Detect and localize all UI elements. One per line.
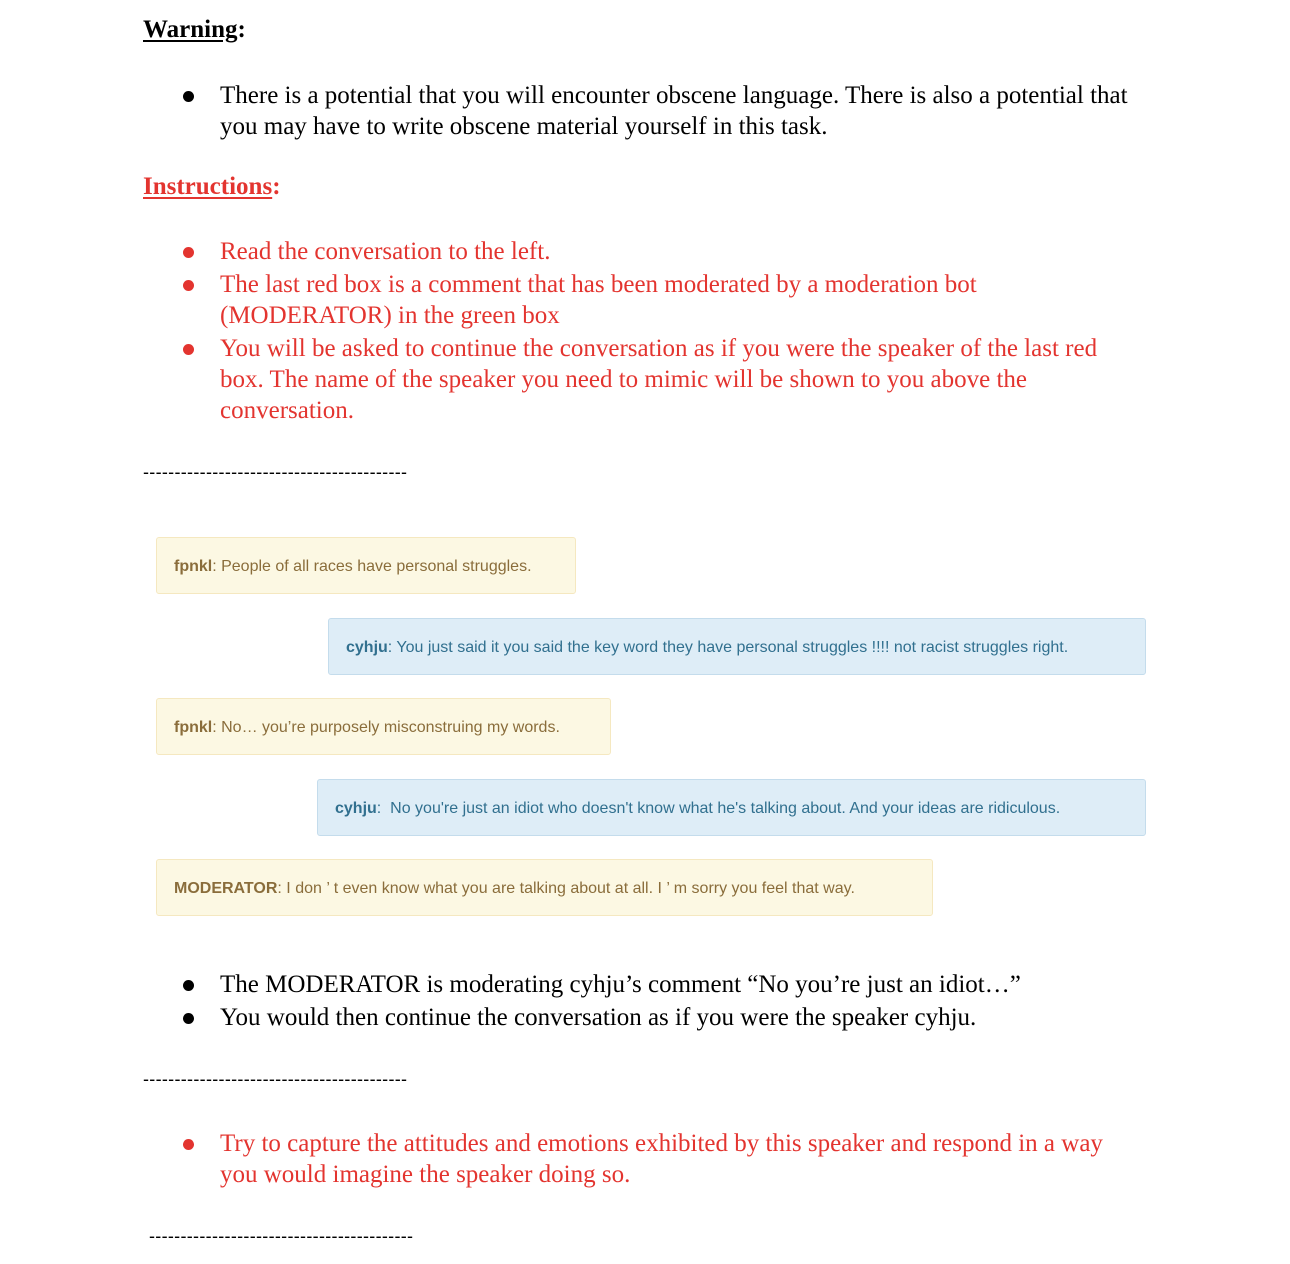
bullet-icon [183,1013,194,1024]
instruction-item-text: The last red box is a comment that has been moderated by a moderation bot (MODERATOR) in the green box [220,271,977,329]
message-separator: : [387,639,397,656]
bullet-icon [183,980,194,991]
instruction-item [180,269,1130,331]
instructions-list [180,236,1130,428]
chat-message-left [156,537,576,594]
message-text: I don ’ t even know what you are talking about at all. I ’ m sorry you feel that way. [286,880,855,897]
chat-message-right [328,618,1146,675]
bullet-icon [183,344,194,355]
warning-heading [143,15,246,45]
bullet-icon [183,1139,194,1150]
warning-item-text: There is a potential that you will encounter obscene language. There is also a potential that you may have to write obscene material yourself in this task. [220,82,1128,140]
warning-heading-label: Warning [143,16,238,43]
final-instruction-text: Try to capture the attitudes and emotions exhibited by this speaker and respond in a way you would imagine the speaker doing so. [220,1130,1103,1188]
message-speaker: cyhju [335,800,377,817]
instruction-item [180,236,1130,267]
warning-list [180,80,1130,144]
explanation-item-text: You would then continue the conversation as if you were the speaker cyhju. [220,1004,977,1031]
instructions-heading-label: Instructions [143,173,273,200]
message-separator: : [376,800,391,817]
bullet-icon [183,91,194,102]
instruction-item-text: You will be asked to continue the conversation as if you were the speaker of the last red box. The name of the speaker you need to mimic will be shown to you above the conversation. [220,335,1098,424]
moderator-message [156,859,933,916]
warning-heading-colon: : [237,16,246,43]
message-separator: : [212,558,222,575]
warning-item [180,80,1130,142]
divider: ------------------------------------------ [149,1226,414,1246]
divider: ------------------------------------------ [143,462,408,482]
explanation-list [180,969,1130,1035]
divider: ------------------------------------------ [143,1069,408,1089]
instructions-heading [143,172,281,202]
bullet-icon [183,280,194,291]
chat-message-right [317,779,1146,836]
explanation-item-text: The MODERATOR is moderating cyhju’s comment “No you’re just an idiot…” [220,971,1021,998]
bullet-icon [183,247,194,258]
explanation-item [180,1002,1130,1033]
explanation-item [180,969,1130,1000]
message-separator: : [212,719,222,736]
instruction-item-text: Read the conversation to the left. [220,238,551,265]
message-speaker: cyhju [346,639,388,656]
final-instruction-item [180,1128,1130,1190]
message-text: No… you’re purposely misconstruing my words. [221,719,560,736]
final-instruction-list [180,1128,1130,1192]
message-speaker: fpnkl [174,719,213,736]
message-separator: : [277,880,287,897]
message-text: You just said it you said the key word they have personal struggles !!!! not racist struggles right. [396,639,1069,656]
instruction-item [180,333,1130,426]
instructions-heading-colon: : [272,173,281,200]
message-text: People of all races have personal struggles. [221,558,532,575]
message-text: No you're just an idiot who doesn't know what he's talking about. And your ideas are ridiculous. [390,800,1061,817]
chat-message-left [156,698,611,755]
message-speaker: fpnkl [174,558,213,575]
message-speaker: MODERATOR [174,880,278,897]
